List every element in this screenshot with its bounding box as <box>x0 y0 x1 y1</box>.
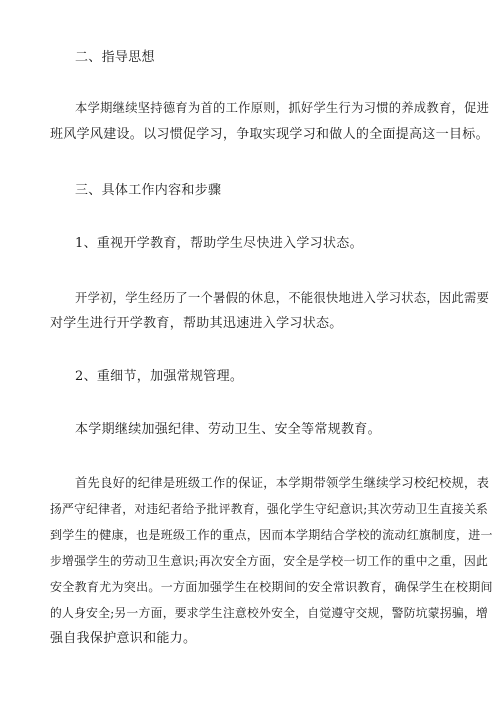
section-heading-guiding-thought: 二、指导思想 <box>75 50 155 65</box>
subsection-title-1: 1、重视开学教育，帮助学生尽快进入学习状态。 <box>75 236 363 251</box>
paragraph-sub1-line-1: 开学初，学生经历了一个暑假的休息，不能很快地进入学习状态，因此需要 <box>75 291 490 305</box>
paragraph-sub2-line-7: 强自我保护意识和能力。 <box>50 631 197 646</box>
paragraph-sub1-line-2: 对学生进行开学教育，帮助其迅速进入学习状态。 <box>50 316 343 331</box>
paragraph-sub2-line-5: 安全教育尤为突出。一方面加强学生在校期间的安全常识教育，确保学生在校期间 <box>50 580 493 594</box>
paragraph-sub2-line-3: 到学生的健康，也是班级工作的重点，因而本学期结合学校的流动红旗制度，进一 <box>50 528 493 542</box>
paragraph-sub2-line-4: 步增强学生的劳动卫生意识;再次安全方面，安全是学校一切工作的重中之重，因此 <box>50 554 489 568</box>
paragraph-sub2-intro: 本学期继续加强纪律、劳动卫生、安全等常规教育。 <box>75 422 381 437</box>
paragraph-sub2-line-2: 扬严守纪律者，对违纪者给予批评教育，强化学生守纪意识;其次劳动卫生直接关系 <box>50 502 489 516</box>
paragraph-guiding-line-1: 本学期继续坚持德育为首的工作原则，抓好学生行为习惯的养成教育，促进 <box>75 101 490 115</box>
paragraph-guiding-line-2: 班风学风建设。以习惯促学习，争取实现学习和做人的全面提高这一目标。 <box>50 127 489 142</box>
paragraph-sub2-line-6: 的人身安全;另一方面，要求学生注意校外安全，自觉遵守交规，警防坑蒙拐骗，增 <box>50 606 489 620</box>
subsection-title-2: 2、重细节，加强常规管理。 <box>75 369 244 384</box>
section-heading-work-steps: 三、具体工作内容和步骤 <box>75 183 222 198</box>
paragraph-sub2-line-1: 首先良好的纪律是班级工作的保证，本学期带领学生继续学习校纪校规，表 <box>75 476 490 490</box>
